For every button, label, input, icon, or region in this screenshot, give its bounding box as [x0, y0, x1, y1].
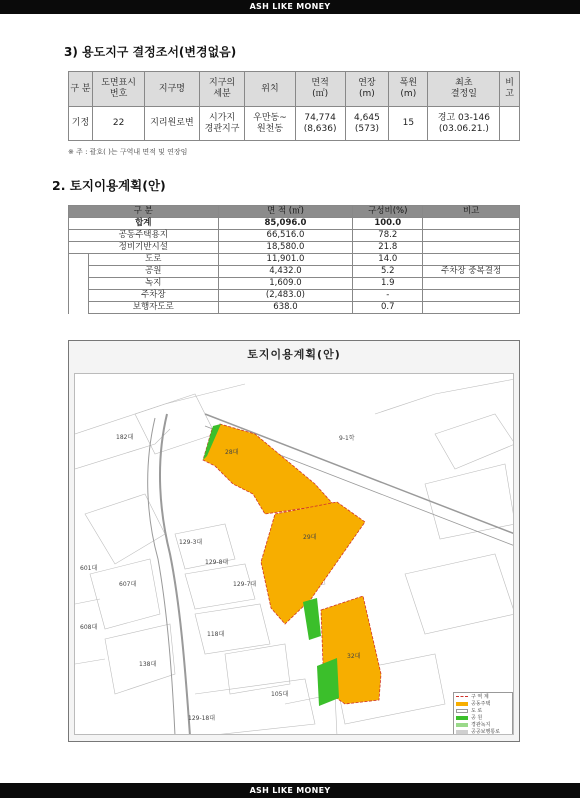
map-label-118: 118대: [207, 631, 225, 638]
zoning-col-header: 면적 (㎡): [295, 72, 345, 107]
map-label-607: 607대: [119, 581, 137, 588]
zoning-section-title: 3) 용도지구 결정조서(변경없음): [64, 45, 237, 59]
landuse-area: 66,516.0: [218, 230, 353, 242]
landuse-note: [423, 242, 520, 254]
landuse-indent: [69, 278, 89, 290]
landuse-body: [69, 218, 520, 314]
zoning-col-header: 도면표시 번호: [92, 72, 144, 107]
zoning-footnote: ※ 주 : 괄호( )는 구역내 면적 및 연장임: [68, 148, 188, 156]
legend-item-green: 경관녹지: [454, 721, 512, 728]
landuse-row: [69, 266, 520, 278]
park-parcel-south: [317, 658, 339, 706]
zoning-data-row: [69, 107, 520, 141]
landuse-area: 4,432.0: [218, 266, 353, 278]
zoning-col-header: 구 분: [69, 72, 93, 107]
landuse-col-header: 비고: [423, 206, 520, 218]
map-label-138: 138대: [139, 661, 157, 668]
landuse-row: [69, 230, 520, 242]
zoning-col-header: 폭원 (m): [389, 72, 428, 107]
landuse-indent: [69, 302, 89, 314]
landuse-ratio: -: [353, 290, 423, 302]
landuse-category: 보행자도로: [88, 302, 218, 314]
zoning-cell: 4,645 (573): [345, 107, 389, 141]
zoning-cell: 우만동~ 원천동: [245, 107, 295, 141]
landuse-area: 18,580.0: [218, 242, 353, 254]
landuse-area: 1,609.0: [218, 278, 353, 290]
legend-item-walkway: 공공보행통로: [454, 728, 512, 735]
map-label-129-3: 129-3대: [179, 539, 203, 546]
landuse-ratio: 21.8: [353, 242, 423, 254]
landuse-category: 공동주택용지: [69, 230, 219, 242]
bottom-banner: ASH LIKE MONEY: [0, 783, 580, 798]
landuse-row: [69, 218, 520, 230]
top-banner: ASH LIKE MONEY: [0, 0, 580, 14]
map-drawing: [74, 373, 514, 735]
landuse-category: 공원: [88, 266, 218, 278]
landuse-map-svg: [75, 374, 514, 735]
landuse-note: [423, 302, 520, 314]
zoning-cell: 22: [92, 107, 144, 141]
map-label-129-8: 129-8대: [205, 559, 229, 566]
landuse-map-panel: [68, 340, 520, 742]
zoning-cell: 15: [389, 107, 428, 141]
zoning-col-header: 지구의 세분: [199, 72, 245, 107]
landuse-row: [69, 302, 520, 314]
map-label-608: 608대: [80, 624, 98, 631]
landuse-ratio: 1.9: [353, 278, 423, 290]
landuse-category: 주차장: [88, 290, 218, 302]
zoning-header-row: [69, 72, 520, 107]
map-label-601: 601대: [80, 565, 98, 572]
map-label-105: 105대: [271, 691, 289, 698]
map-label-32: 32대: [347, 653, 361, 660]
legend-item-boundary: 구 역 계: [454, 693, 512, 700]
zoning-col-header: 연장 (m): [345, 72, 389, 107]
landuse-note: [423, 290, 520, 302]
landuse-area: (2,483.0): [218, 290, 353, 302]
landuse-category: 정비기반시설: [69, 242, 219, 254]
landuse-indent: [69, 254, 89, 266]
zoning-cell: 지리원로변: [145, 107, 199, 141]
map-title: 토지이용계획(안): [247, 348, 341, 361]
map-label-129-18: 129-18대: [188, 715, 216, 722]
map-label-129-7: 129-7대: [233, 581, 257, 588]
landuse-area: 11,901.0: [218, 254, 353, 266]
landuse-area: 638.0: [218, 302, 353, 314]
landuse-col-header: 구성비(%): [353, 206, 423, 218]
landuse-note: [423, 218, 520, 230]
landuse-section-title: 2. 토지이용계획(안): [52, 178, 166, 193]
zoning-col-header: 지구명: [145, 72, 199, 107]
zoning-col-header: 비고: [500, 72, 520, 107]
legend-item-road: 도 로: [454, 707, 512, 714]
landuse-indent: [69, 290, 89, 302]
map-label-28: 28대: [225, 449, 239, 456]
zoning-cell: 경고 03-146 (03.06.21.): [428, 107, 500, 141]
landuse-category: 합계: [69, 218, 219, 230]
landuse-col-header: 구 분: [69, 206, 219, 218]
landuse-row: [69, 278, 520, 290]
landuse-area: 85,096.0: [218, 218, 353, 230]
map-legend: [453, 692, 513, 735]
landuse-category: 도로: [88, 254, 218, 266]
landuse-row: [69, 290, 520, 302]
landuse-note: [423, 230, 520, 242]
zoning-table: [68, 71, 520, 141]
map-label-9-1: 9-1학: [339, 435, 355, 442]
landuse-ratio: 14.0: [353, 254, 423, 266]
landuse-ratio: 5.2: [353, 266, 423, 278]
landuse-note: 주차장 중복결정: [423, 266, 520, 278]
zoning-col-header: 위치: [245, 72, 295, 107]
map-label-29: 29대: [303, 534, 317, 541]
legend-item-park: 공 원: [454, 714, 512, 721]
landuse-note: [423, 278, 520, 290]
landuse-row: [69, 242, 520, 254]
landuse-ratio: 100.0: [353, 218, 423, 230]
landuse-row: [69, 254, 520, 266]
landuse-table: [68, 205, 520, 314]
zoning-col-header: 최초 결정일: [428, 72, 500, 107]
landuse-ratio: 78.2: [353, 230, 423, 242]
landuse-ratio: 0.7: [353, 302, 423, 314]
landuse-header-row: [69, 206, 520, 218]
landuse-indent: [69, 266, 89, 278]
landuse-category: 녹지: [88, 278, 218, 290]
zoning-cell: 기정: [69, 107, 93, 141]
legend-item-housing: 공동주택: [454, 700, 512, 707]
landuse-col-header: 면 적 (㎡): [218, 206, 353, 218]
zoning-cell: [500, 107, 520, 141]
map-label-182: 182대: [116, 434, 134, 441]
landuse-note: [423, 254, 520, 266]
zoning-cell: 시가지 경관지구: [199, 107, 245, 141]
zoning-cell: 74,774 (8,636): [295, 107, 345, 141]
